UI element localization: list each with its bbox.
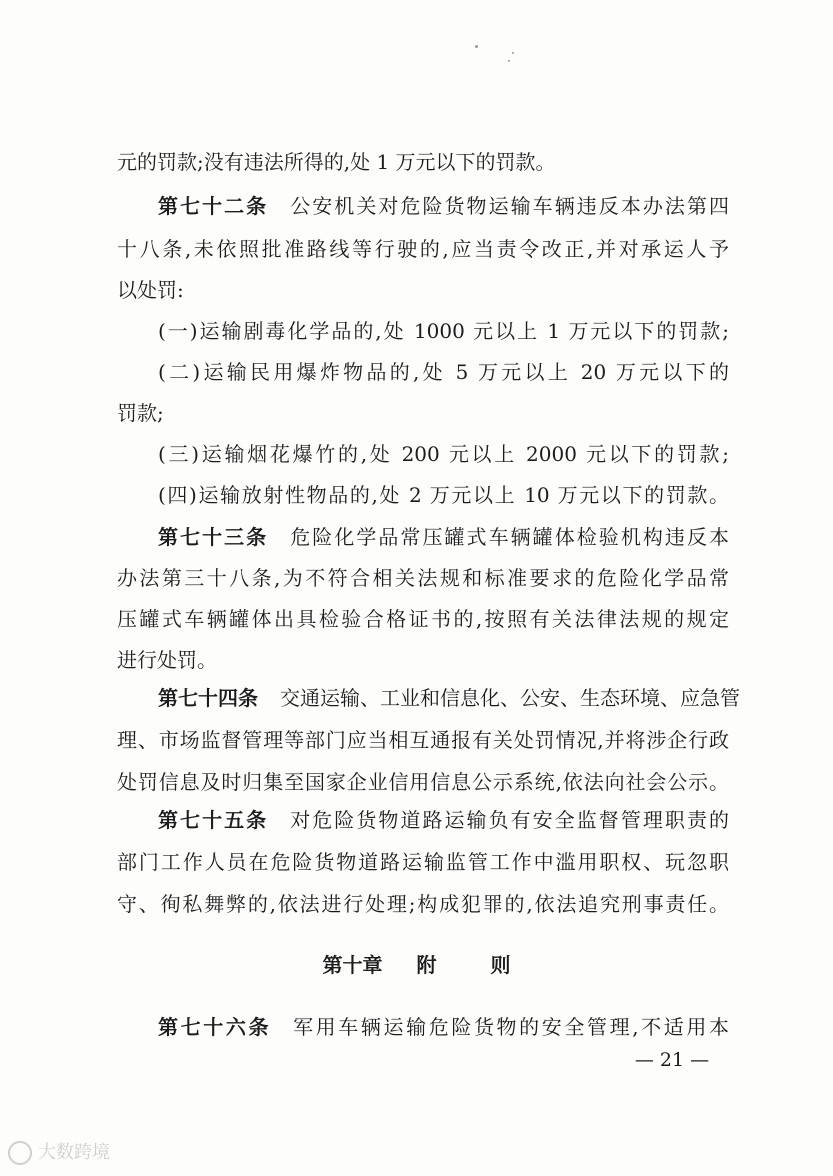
article-heading: 第七十四条 bbox=[158, 686, 258, 710]
article-72-first-line bbox=[158, 191, 729, 221]
article-heading: 第七十三条 bbox=[158, 525, 269, 549]
text-line: 危险化学品常压罐式车辆罐体检验机构违反本 bbox=[290, 525, 730, 549]
chapter-word: 则 bbox=[490, 953, 511, 977]
text-line: 处罚信息及时归集至国家企业信用信息公示系统,依法向社会公示。 bbox=[117, 770, 729, 794]
list-item: (三)运输烟花爆竹的,处 200 元以上 2000 元以下的罚款; bbox=[158, 442, 729, 466]
text-line: 十八条,未依照批准路线等行驶的,应当责令改正,并对承运人予 bbox=[117, 237, 729, 261]
text-line: 压罐式车辆罐体出具检验合格证书的,按照有关法律法规的规定 bbox=[117, 607, 729, 631]
article-73-first-line bbox=[158, 522, 729, 552]
article-heading: 第七十六条 bbox=[158, 1015, 272, 1039]
scan-speck bbox=[475, 45, 478, 48]
watermark-logo-icon bbox=[8, 1141, 32, 1165]
watermark bbox=[8, 1138, 110, 1168]
article-heading: 第七十二条 bbox=[158, 194, 269, 218]
list-item: (一)运输剧毒化学品的,处 1000 元以上 1 万元以下的罚款; bbox=[158, 319, 729, 343]
list-item: (二)运输民用爆炸物品的,处 5 万元以上 20 万元以下的 bbox=[158, 360, 729, 384]
watermark-text: 大数跨境 bbox=[38, 1142, 110, 1163]
text-line: 守、徇私舞弊的,依法进行处理;构成犯罪的,依法追究刑事责任。 bbox=[117, 892, 729, 916]
text-line: 对危险货物道路运输负有安全监督管理职责的 bbox=[290, 808, 730, 832]
article-heading: 第七十五条 bbox=[158, 808, 269, 832]
article-76-first-line bbox=[158, 1012, 729, 1042]
text-line: 公安机关对危险货物运输车辆违反本办法第四 bbox=[290, 194, 730, 218]
text-line: 以处罚: bbox=[117, 278, 184, 302]
list-item: (四)运输放射性物品的,处 2 万元以上 10 万元以下的罚款。 bbox=[158, 483, 729, 507]
text-line: 军用车辆运输危险货物的安全管理,不适用本 bbox=[293, 1015, 730, 1039]
text-line: 办法第三十八条,为不符合相关法规和标准要求的危险化学品常 bbox=[117, 566, 729, 590]
chapter-number: 第十章 bbox=[322, 953, 383, 977]
text-line: 交通运输、工业和信息化、公安、生态环境、应急管 bbox=[280, 686, 740, 710]
chapter-word: 附 bbox=[416, 953, 437, 977]
scan-speck bbox=[508, 60, 510, 62]
text-line: 部门工作人员在危险货物道路运输监管工作中滥用职权、玩忽职 bbox=[117, 850, 729, 874]
text-line: 理、市场监督管理等部门应当相互通报有关处罚情况,并将涉企行政 bbox=[117, 728, 729, 752]
chapter-title bbox=[0, 950, 833, 980]
text-line: 罚款; bbox=[117, 401, 164, 425]
text-line: 元的罚款;没有违法所得的,处 1 万元以下的罚款。 bbox=[117, 150, 556, 174]
scan-speck bbox=[512, 52, 514, 54]
page-number: — 21 — bbox=[634, 1049, 710, 1071]
text-line: 进行处罚。 bbox=[117, 648, 217, 672]
article-75-first-line bbox=[158, 805, 729, 835]
article-74-first-line bbox=[158, 683, 740, 713]
